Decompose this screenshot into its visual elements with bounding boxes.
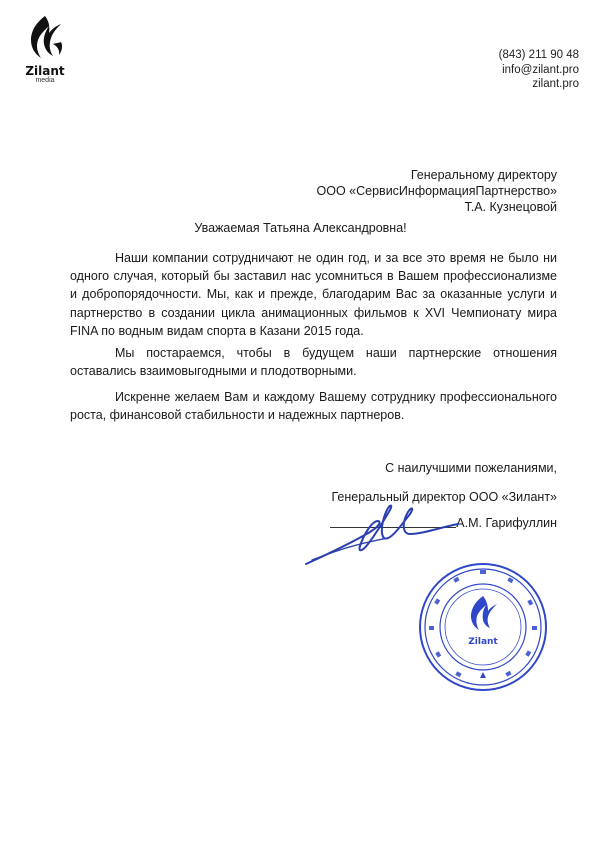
addressee-name: Т.А. Кузнецовой [464,200,557,214]
signer-position: Генеральный директор ООО «Зилант» [331,490,557,504]
greeting: Уважаемая Татьяна Александровна! [194,221,407,235]
contact-website: zilant.pro [532,78,579,90]
contact-email: info@zilant.pro [502,63,579,76]
paragraph-text: Наши компании сотрудничают не один год, и за все это время не было ни одного случая, который бы заставил нас усомниться в Вашем профессионализме и добропорядочности. Мы, как и прежде, благодарим Вас за оказанные услуги и партнерство в создании цикла анимационных фильмов к XVI Чемпионату мира FINA по водным видам спорта в Казани 2015 года. [70,251,557,338]
addressee-block [317,167,557,215]
company-logo [20,14,70,85]
seal-center-text: Zilant [468,637,498,647]
addressee-title: Генеральному директору [410,168,557,182]
contact-phone: (843) 211 90 48 [498,49,579,61]
contact-block [499,48,579,92]
logo-name: Zilant [25,64,65,78]
logo-subtitle: media [35,77,55,84]
letter-paragraph [70,249,557,340]
letter-paragraph [70,344,557,380]
paragraph-text: Искренне желаем Вам и каждому Вашему сотруднику профессионального роста, финансовой стабильности и надежных партнеров. [70,390,557,423]
paragraph-text: Мы постараемся, чтобы в будущем наши партнерские отношения оставались взаимовыгодными и плодотворными. [70,346,557,379]
zilant-dragon-icon [23,14,67,64]
addressee-company: ООО «СервисИнформацияПартнерство» [316,184,557,198]
signer-name: А.М. Гарифуллин [456,516,557,530]
letter-paragraph [70,388,557,424]
company-seal [416,560,550,694]
closing-phrase: С наилучшими пожеланиями, [385,461,557,475]
